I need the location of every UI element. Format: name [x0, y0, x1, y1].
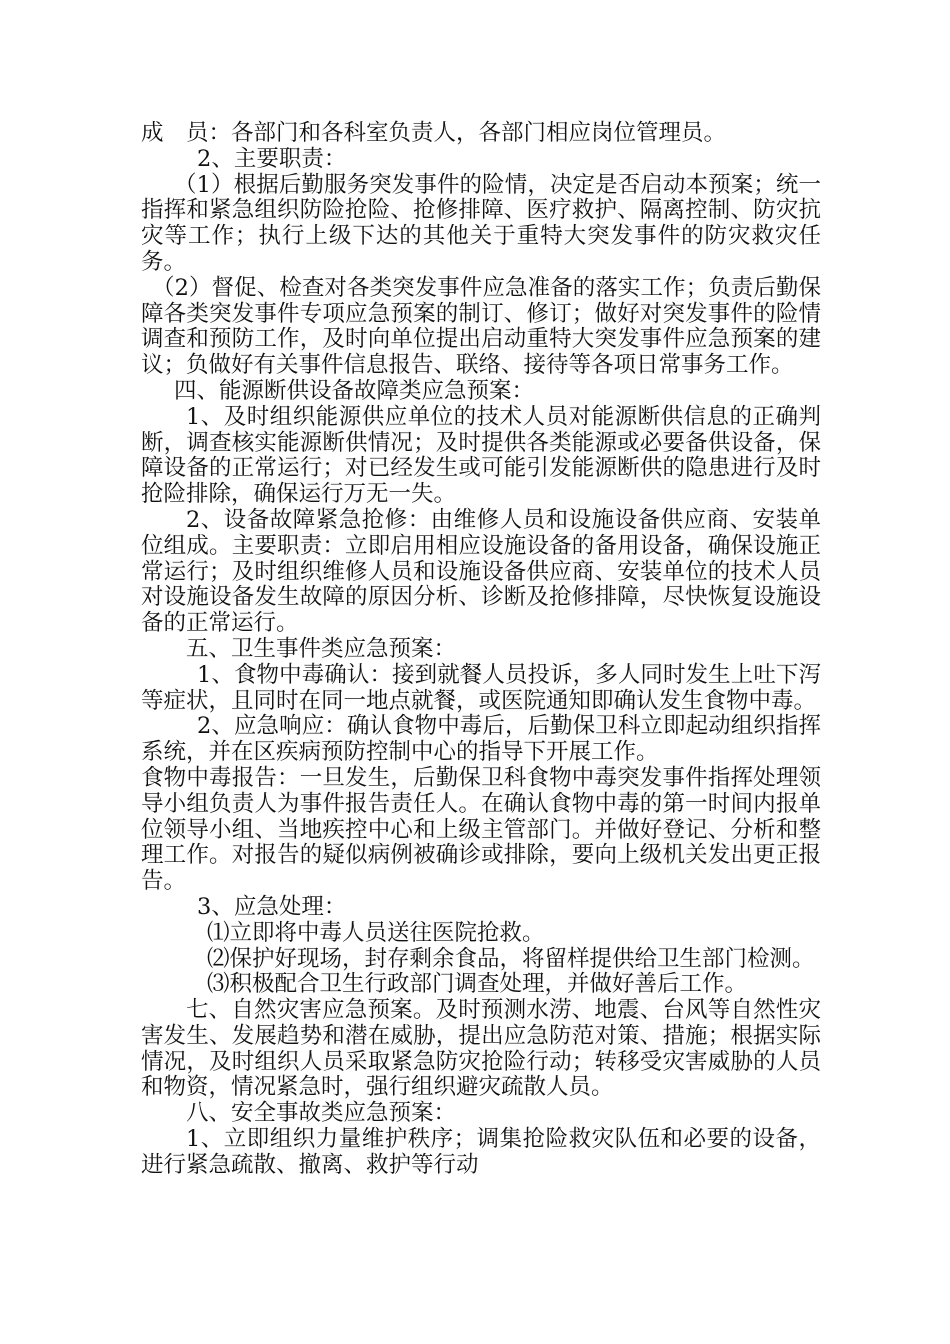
members-line: 成 员：各部门和各科室负责人，各部门相应岗位管理员。: [141, 120, 727, 146]
section-5-item-1: 1、食物中毒确认：接到就餐人员投诉，多人同时发生上吐下泻等症状，且同时在同一地点就餐，或医院通知即确认发生食物中毒。: [141, 661, 821, 714]
section-5-item-2: 2、应急响应：确认食物中毒后，后勤保卫科立即起动组织指挥系统，并在区疾病预防控制中心的指导下开展工作。: [141, 713, 821, 766]
emergency-step-2: ⑵保护好现场，封存剩余食品，将留样提供给卫生部门检测。: [207, 945, 815, 972]
section-7-natural-disaster: 七、自然灾害应急预案。及时预测水涝、地震、台风等自然性灾害发生、发展趋势和潜在威胁，提出应急防范对策、措施；根据实际情况，及时组织人员采取紧急防灾抢险行动；转移受灾害威胁的人员和物资，情况紧急时，强行组织避灾疏散人员。: [141, 997, 821, 1101]
section-8-item-1: 1、立即组织力量维护秩序；调集抢险救灾队伍和必要的设备，进行紧急疏散、撤离、救护等行动: [141, 1126, 821, 1178]
section-4-item-2: 2、设备故障紧急抢修：由维修人员和设施设备供应商、安装单位组成。主要职责：立即启用相应设施设备的备用设备，确保设施正常运行；及时组织维修人员和设施设备供应商、安装单位的技术人员对设施设备发生故障的原因分析、诊断及抢修排障，尽快恢复设施设备的正常运行。: [141, 506, 821, 637]
section-5-item-3-heading: 3、应急处理：: [197, 893, 347, 920]
section-8-heading: 八、安全事故类应急预案：: [186, 1100, 457, 1127]
section-5-heading: 五、卫生事件类应急预案：: [186, 635, 457, 662]
emergency-step-3: ⑶积极配合卫生行政部门调查处理，并做好善后工作。: [207, 971, 748, 998]
food-poisoning-report: 食物中毒报告：一旦发生，后勤保卫科食物中毒突发事件指挥处理领导小组负责人为事件报告责任人。在确认食物中毒的第一时间内报单位领导小组、当地疾控中心和上级主管部门。并做好登记、分析和整理工作。对报告的疑似病例被确诊或排除，要向上级机关发出更正报告。: [141, 764, 821, 895]
duty-item-2: （2）督促、检查对各类突发事件应急准备的落实工作；负责后勤保障各类突发事件专项应急预案的制订、修订；做好对突发事件的险情调查和预防工作，及时向单位提出启动重特大突发事件应急预案的建议；负做好有关事件信息报告、联络、接待等各项日常事务工作。: [141, 274, 821, 379]
main-duties-heading: 2、主要职责：: [197, 145, 347, 172]
section-4-heading: 四、能源断供设备故障类应急预案：: [174, 377, 535, 404]
emergency-step-1: ⑴立即将中毒人员送往医院抢救。: [207, 919, 545, 946]
section-4-item-1: 1、及时组织能源供应单位的技术人员对能源断供信息的正确判断，调查核实能源断供情况；及时提供各类能源或必要备供设备，保障设备的正常运行；对已经发生或可能引发能源断供的隐患进行及时抢险排除，确保运行万无一失。: [141, 403, 821, 508]
document-page: [141, 121, 821, 1179]
duty-item-1: （1）根据后勤服务突发事件的险情，决定是否启动本预案；统一指挥和紧急组织防险抢险、抢修排障、医疗救护、隔离控制、防灾抗灾等工作；执行上级下达的其他关于重特大突发事件的防灾救灾任务。: [141, 171, 821, 275]
